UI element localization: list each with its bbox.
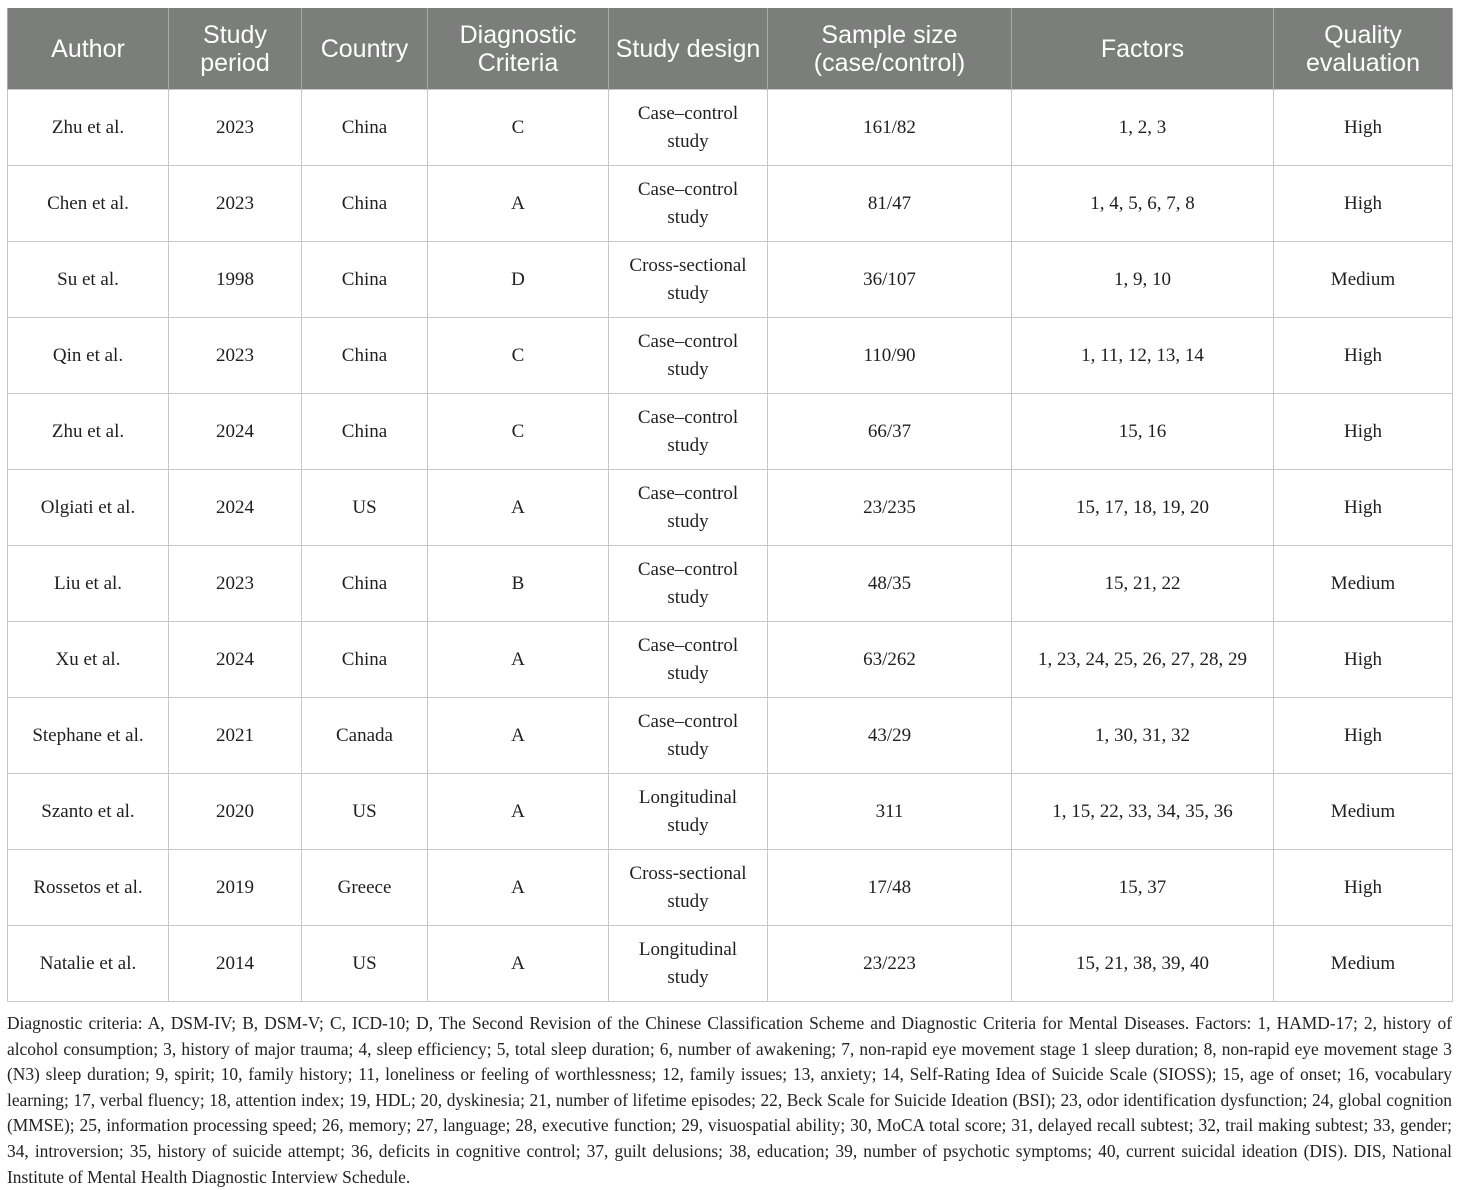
cell-study-design: Case–control study xyxy=(609,394,768,470)
cell-country: Canada xyxy=(302,698,428,774)
cell-sample-size: 23/223 xyxy=(768,926,1012,1002)
cell-diagnostic-criteria: A xyxy=(428,850,609,926)
cell-factors: 15, 21, 38, 39, 40 xyxy=(1012,926,1274,1002)
cell-factors: 15, 17, 18, 19, 20 xyxy=(1012,470,1274,546)
cell-diagnostic-criteria: D xyxy=(428,242,609,318)
cell-factors: 1, 30, 31, 32 xyxy=(1012,698,1274,774)
header-author: Author xyxy=(8,8,169,90)
cell-study-period: 2019 xyxy=(169,850,302,926)
cell-author: Stephane et al. xyxy=(8,698,169,774)
cell-factors: 1, 15, 22, 33, 34, 35, 36 xyxy=(1012,774,1274,850)
cell-sample-size: 311 xyxy=(768,774,1012,850)
table-row xyxy=(8,318,1453,394)
table-row xyxy=(8,166,1453,242)
cell-quality-evaluation: Medium xyxy=(1274,774,1453,850)
cell-country: China xyxy=(302,90,428,166)
cell-factors: 15, 21, 22 xyxy=(1012,546,1274,622)
header-country: Country xyxy=(302,8,428,90)
header-row xyxy=(8,8,1453,90)
table-row xyxy=(8,242,1453,318)
cell-country: China xyxy=(302,318,428,394)
cell-author: Natalie et al. xyxy=(8,926,169,1002)
cell-sample-size: 23/235 xyxy=(768,470,1012,546)
cell-study-period: 2024 xyxy=(169,470,302,546)
cell-diagnostic-criteria: A xyxy=(428,622,609,698)
header-diagnostic-criteria: Diagnostic Criteria xyxy=(428,8,609,90)
cell-sample-size: 48/35 xyxy=(768,546,1012,622)
cell-country: China xyxy=(302,622,428,698)
cell-quality-evaluation: Medium xyxy=(1274,546,1453,622)
cell-author: Qin et al. xyxy=(8,318,169,394)
cell-study-period: 2023 xyxy=(169,318,302,394)
cell-quality-evaluation: High xyxy=(1274,318,1453,394)
cell-study-period: 2023 xyxy=(169,166,302,242)
table-header xyxy=(8,8,1453,90)
table-row xyxy=(8,926,1453,1002)
cell-diagnostic-criteria: A xyxy=(428,926,609,1002)
cell-quality-evaluation: Medium xyxy=(1274,926,1453,1002)
cell-country: Greece xyxy=(302,850,428,926)
cell-study-design: Case–control study xyxy=(609,90,768,166)
cell-author: Zhu et al. xyxy=(8,394,169,470)
cell-country: China xyxy=(302,242,428,318)
cell-author: Olgiati et al. xyxy=(8,470,169,546)
cell-diagnostic-criteria: C xyxy=(428,90,609,166)
cell-study-design: Cross-sectional study xyxy=(609,850,768,926)
cell-factors: 1, 11, 12, 13, 14 xyxy=(1012,318,1274,394)
cell-author: Su et al. xyxy=(8,242,169,318)
cell-study-design: Case–control study xyxy=(609,470,768,546)
study-characteristics-table xyxy=(7,8,1453,1002)
cell-study-period: 2023 xyxy=(169,90,302,166)
cell-factors: 1, 9, 10 xyxy=(1012,242,1274,318)
cell-sample-size: 17/48 xyxy=(768,850,1012,926)
cell-diagnostic-criteria: C xyxy=(428,318,609,394)
cell-study-period: 2024 xyxy=(169,622,302,698)
cell-quality-evaluation: High xyxy=(1274,698,1453,774)
cell-study-period: 2020 xyxy=(169,774,302,850)
cell-factors: 1, 23, 24, 25, 26, 27, 28, 29 xyxy=(1012,622,1274,698)
cell-study-design: Case–control study xyxy=(609,622,768,698)
cell-quality-evaluation: High xyxy=(1274,166,1453,242)
header-study-design: Study design xyxy=(609,8,768,90)
table-row xyxy=(8,90,1453,166)
cell-diagnostic-criteria: A xyxy=(428,698,609,774)
table-row xyxy=(8,774,1453,850)
cell-author: Zhu et al. xyxy=(8,90,169,166)
cell-factors: 1, 2, 3 xyxy=(1012,90,1274,166)
cell-author: Rossetos et al. xyxy=(8,850,169,926)
cell-country: US xyxy=(302,470,428,546)
cell-quality-evaluation: High xyxy=(1274,90,1453,166)
header-factors: Factors xyxy=(1012,8,1274,90)
cell-sample-size: 161/82 xyxy=(768,90,1012,166)
cell-country: China xyxy=(302,394,428,470)
cell-author: Liu et al. xyxy=(8,546,169,622)
cell-author: Szanto et al. xyxy=(8,774,169,850)
cell-study-design: Case–control study xyxy=(609,318,768,394)
cell-author: Chen et al. xyxy=(8,166,169,242)
cell-quality-evaluation: High xyxy=(1274,394,1453,470)
cell-diagnostic-criteria: A xyxy=(428,166,609,242)
header-quality-evaluation: Quality evaluation xyxy=(1274,8,1453,90)
cell-country: China xyxy=(302,166,428,242)
table-body xyxy=(8,90,1453,1002)
table-row xyxy=(8,622,1453,698)
cell-diagnostic-criteria: B xyxy=(428,546,609,622)
table-row xyxy=(8,850,1453,926)
cell-study-design: Case–control study xyxy=(609,166,768,242)
cell-country: US xyxy=(302,774,428,850)
cell-study-period: 2014 xyxy=(169,926,302,1002)
cell-study-period: 2024 xyxy=(169,394,302,470)
cell-diagnostic-criteria: A xyxy=(428,774,609,850)
cell-study-design: Case–control study xyxy=(609,546,768,622)
cell-study-design: Cross-sectional study xyxy=(609,242,768,318)
cell-quality-evaluation: High xyxy=(1274,622,1453,698)
header-sample-size: Sample size (case/control) xyxy=(768,8,1012,90)
table-row xyxy=(8,546,1453,622)
cell-study-design: Longitudinal study xyxy=(609,926,768,1002)
table-row xyxy=(8,470,1453,546)
cell-sample-size: 110/90 xyxy=(768,318,1012,394)
cell-sample-size: 66/37 xyxy=(768,394,1012,470)
cell-sample-size: 43/29 xyxy=(768,698,1012,774)
cell-sample-size: 81/47 xyxy=(768,166,1012,242)
cell-country: China xyxy=(302,546,428,622)
cell-quality-evaluation: High xyxy=(1274,470,1453,546)
cell-study-period: 1998 xyxy=(169,242,302,318)
cell-factors: 1, 4, 5, 6, 7, 8 xyxy=(1012,166,1274,242)
cell-study-period: 2021 xyxy=(169,698,302,774)
cell-author: Xu et al. xyxy=(8,622,169,698)
cell-diagnostic-criteria: C xyxy=(428,394,609,470)
table-row xyxy=(8,394,1453,470)
cell-diagnostic-criteria: A xyxy=(428,470,609,546)
cell-country: US xyxy=(302,926,428,1002)
table-row xyxy=(8,698,1453,774)
cell-study-design: Case–control study xyxy=(609,698,768,774)
cell-study-design: Longitudinal study xyxy=(609,774,768,850)
table-footnote: Diagnostic criteria: A, DSM-IV; B, DSM-V; C, ICD-10; D, The Second Revision of the Chinese Classification Scheme and Diagnostic Criteria for Mental Diseases. Factors: 1, HAMD-17; 2, history of alcohol consumption; 3, history of major trauma; 4, sleep efficiency; 5, total sleep duration; 6, number of awakening; 7, non-rapid eye movement stage 1 sleep duration; 8, non-rapid eye movement stage 3 (N3) sleep duration; 9, spirit; 10, family history; 11, loneliness or feeling of worthlessness; 12, family issues; 13, anxiety; 14, Self-Rating Idea of Suicide Scale (SIOSS); 15, age of onset; 16, vocabulary learning; 17, verbal fluency; 18, attention index; 19, HDL; 20, dyskinesia; 21, number of lifetime episodes; 22, Beck Scale for Suicide Ideation (BSI); 23, odor identification dysfunction; 24, global cognition (MMSE); 25, information processing speed; 26, memory; 27, language; 28, executive function; 29, visuospatial ability; 30, MoCA total score; 31, delayed recall subtest; 32, trail making subtest; 33, gender; 34, introversion; 35, history of suicide attempt; 36, deficits in cognitive control; 37, guilt delusions; 38, education; 39, number of psychotic symptoms; 40, current suicidal ideation (DIS). DIS, National Institute of Mental Health Diagnostic Interview Schedule. xyxy=(7,1013,1452,1187)
cell-quality-evaluation: Medium xyxy=(1274,242,1453,318)
cell-factors: 15, 37 xyxy=(1012,850,1274,926)
cell-study-period: 2023 xyxy=(169,546,302,622)
header-study-period: Study period xyxy=(169,8,302,90)
cell-sample-size: 36/107 xyxy=(768,242,1012,318)
cell-factors: 15, 16 xyxy=(1012,394,1274,470)
cell-sample-size: 63/262 xyxy=(768,622,1012,698)
cell-quality-evaluation: High xyxy=(1274,850,1453,926)
table-container xyxy=(7,8,1452,1190)
